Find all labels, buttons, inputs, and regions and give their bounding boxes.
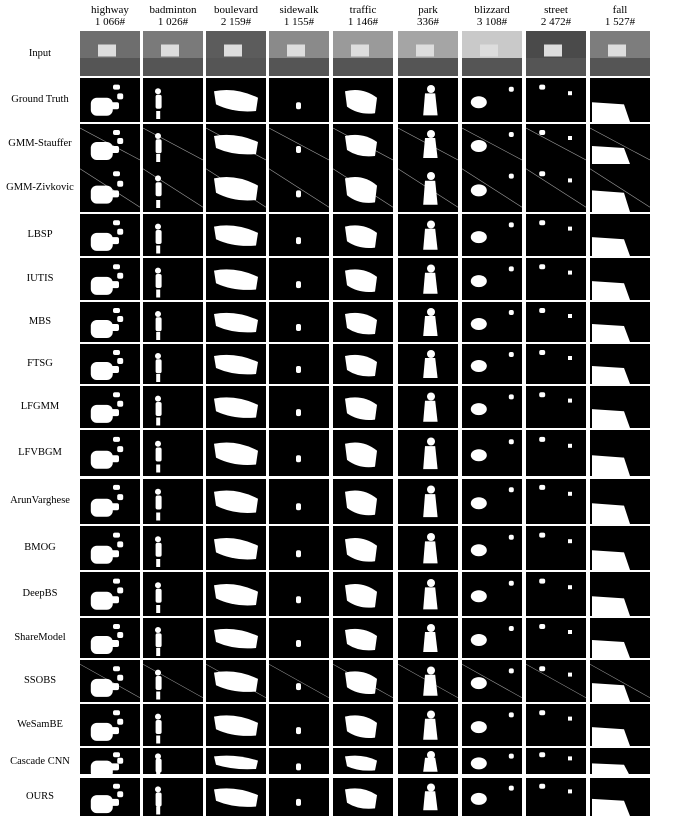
mask-image: [526, 526, 586, 570]
mask-image: [462, 478, 522, 524]
mask-image: [333, 778, 393, 816]
mask-image: [590, 386, 650, 428]
frame-number: 1 155#: [283, 16, 315, 28]
mask-image: [143, 302, 203, 342]
row-label: FTSG: [27, 358, 53, 369]
mask-image: [526, 704, 586, 746]
mask-image: [80, 748, 140, 776]
mask-image: [143, 778, 203, 816]
mask-image: [269, 164, 329, 212]
mask-image: [590, 526, 650, 570]
column-header-park: [398, 4, 458, 28]
mask-image: [206, 302, 266, 342]
input-frame-image: [526, 31, 586, 76]
mask-image: [206, 660, 266, 702]
mask-image: [462, 748, 522, 776]
mask-image: [80, 704, 140, 746]
mask-image: [590, 78, 650, 122]
mask-image: [526, 748, 586, 776]
mask-image: [80, 214, 140, 256]
mask-image: [269, 302, 329, 342]
column-name: fall: [612, 4, 628, 16]
column-header-street: [526, 4, 586, 28]
mask-image: [333, 618, 393, 658]
mask-image: [462, 302, 522, 342]
mask-image: [80, 430, 140, 476]
mask-image: [333, 164, 393, 212]
mask-image: [80, 124, 140, 164]
mask-image: [590, 660, 650, 702]
column-header-sidewalk: [269, 4, 329, 28]
mask-image: [206, 124, 266, 164]
mask-image: [590, 748, 650, 776]
mask-image: [269, 258, 329, 300]
mask-image: [206, 386, 266, 428]
mask-image: [80, 618, 140, 658]
column-name: boulevard: [214, 4, 258, 16]
mask-image: [398, 164, 458, 212]
mask-image: [526, 660, 586, 702]
mask-image: [590, 164, 650, 212]
mask-image: [333, 526, 393, 570]
mask-image: [590, 214, 650, 256]
mask-image: [333, 258, 393, 300]
mask-image: [590, 778, 650, 816]
mask-image: [526, 778, 586, 816]
mask-image: [269, 618, 329, 658]
mask-image: [333, 78, 393, 122]
mask-image: [143, 124, 203, 164]
mask-image: [269, 526, 329, 570]
frame-number: 336#: [417, 16, 439, 28]
mask-image: [80, 78, 140, 122]
mask-image: [590, 430, 650, 476]
mask-image: [526, 258, 586, 300]
mask-image: [462, 430, 522, 476]
mask-image: [526, 164, 586, 212]
mask-image: [333, 214, 393, 256]
mask-image: [80, 302, 140, 342]
mask-image: [269, 386, 329, 428]
mask-image: [333, 124, 393, 164]
row-label: LFVBGM: [18, 447, 62, 458]
mask-image: [269, 344, 329, 384]
mask-image: [143, 214, 203, 256]
column-name: badminton: [149, 4, 197, 16]
mask-image: [333, 660, 393, 702]
mask-image: [590, 344, 650, 384]
mask-image: [269, 124, 329, 164]
column-header-blizzard: [462, 4, 522, 28]
mask-image: [398, 124, 458, 164]
mask-image: [206, 78, 266, 122]
mask-image: [462, 572, 522, 616]
mask-image: [590, 478, 650, 524]
mask-image: [333, 748, 393, 776]
column-name: traffic: [349, 4, 377, 16]
mask-image: [526, 302, 586, 342]
mask-image: [462, 618, 522, 658]
mask-image: [269, 214, 329, 256]
mask-image: [80, 526, 140, 570]
mask-image: [462, 704, 522, 746]
mask-image: [269, 78, 329, 122]
mask-image: [462, 124, 522, 164]
mask-image: [398, 526, 458, 570]
mask-image: [206, 704, 266, 746]
mask-image: [206, 344, 266, 384]
mask-image: [398, 572, 458, 616]
mask-image: [462, 660, 522, 702]
column-name: park: [418, 4, 438, 16]
mask-image: [462, 164, 522, 212]
mask-image: [269, 704, 329, 746]
mask-image: [398, 748, 458, 776]
row-label: ShareModel: [14, 632, 66, 643]
mask-image: [206, 526, 266, 570]
mask-image: [526, 124, 586, 164]
column-name: highway: [91, 4, 129, 16]
mask-image: [333, 478, 393, 524]
mask-image: [269, 748, 329, 776]
mask-image: [80, 778, 140, 816]
mask-image: [526, 478, 586, 524]
mask-image: [143, 164, 203, 212]
mask-image: [333, 302, 393, 342]
mask-image: [143, 704, 203, 746]
column-header-traffic: [333, 4, 393, 28]
mask-image: [590, 618, 650, 658]
mask-image: [462, 344, 522, 384]
row-label: GMM-Stauffer: [8, 138, 72, 149]
mask-image: [206, 214, 266, 256]
column-header-boulevard: [206, 4, 266, 28]
mask-image: [398, 258, 458, 300]
mask-image: [269, 778, 329, 816]
mask-image: [143, 572, 203, 616]
mask-image: [526, 430, 586, 476]
frame-number: 1 066#: [94, 16, 126, 28]
mask-image: [143, 430, 203, 476]
mask-image: [143, 618, 203, 658]
mask-image: [80, 258, 140, 300]
row-label: MBS: [28, 316, 52, 327]
input-frame-image: [398, 31, 458, 76]
row-label: DeepBS: [22, 588, 58, 599]
frame-number: 3 108#: [476, 16, 508, 28]
mask-image: [462, 778, 522, 816]
row-label: ArunVarghese: [10, 495, 70, 506]
column-header-highway: [80, 4, 140, 28]
frame-number: 2 159#: [220, 16, 252, 28]
mask-image: [398, 386, 458, 428]
mask-image: [398, 618, 458, 658]
mask-image: [80, 572, 140, 616]
group-separator: [80, 774, 674, 777]
mask-image: [590, 704, 650, 746]
input-frame-image: [333, 31, 393, 76]
mask-image: [206, 778, 266, 816]
frame-number: 1 146#: [347, 16, 379, 28]
mask-image: [80, 344, 140, 384]
input-frame-image: [80, 31, 140, 76]
mask-image: [333, 386, 393, 428]
row-label: SSOBS: [23, 675, 57, 686]
input-frame-image: [269, 31, 329, 76]
mask-image: [398, 78, 458, 122]
row-label: LBSP: [27, 229, 53, 240]
mask-image: [398, 704, 458, 746]
mask-image: [206, 572, 266, 616]
mask-image: [143, 660, 203, 702]
mask-image: [462, 78, 522, 122]
mask-image: [462, 386, 522, 428]
mask-image: [206, 618, 266, 658]
mask-image: [590, 124, 650, 164]
mask-image: [590, 572, 650, 616]
mask-image: [526, 344, 586, 384]
frame-number: 1 527#: [604, 16, 636, 28]
mask-image: [143, 478, 203, 524]
mask-image: [269, 430, 329, 476]
mask-image: [80, 478, 140, 524]
column-header-badminton: [143, 4, 203, 28]
column-header-fall: [590, 4, 650, 28]
mask-image: [398, 660, 458, 702]
mask-image: [333, 430, 393, 476]
mask-image: [206, 164, 266, 212]
mask-image: [269, 572, 329, 616]
mask-image: [143, 748, 203, 776]
mask-image: [269, 660, 329, 702]
mask-image: [398, 430, 458, 476]
row-label: GMM-Zivkovic: [6, 182, 74, 193]
mask-image: [143, 526, 203, 570]
mask-image: [80, 660, 140, 702]
row-label: Ground Truth: [11, 94, 69, 105]
mask-image: [333, 704, 393, 746]
mask-image: [206, 430, 266, 476]
mask-image: [398, 478, 458, 524]
mask-image: [333, 572, 393, 616]
mask-image: [143, 386, 203, 428]
group-separator: [80, 476, 674, 479]
column-name: blizzard: [474, 4, 510, 16]
row-label: IUTIS: [26, 273, 54, 284]
mask-image: [206, 258, 266, 300]
mask-image: [526, 78, 586, 122]
column-name: sidewalk: [279, 4, 319, 16]
mask-image: [143, 258, 203, 300]
mask-image: [206, 748, 266, 776]
row-label: LFGMM: [20, 401, 60, 412]
mask-image: [590, 302, 650, 342]
mask-image: [398, 302, 458, 342]
row-label: Cascade CNN: [10, 756, 70, 767]
mask-image: [80, 164, 140, 212]
mask-image: [269, 478, 329, 524]
mask-image: [462, 214, 522, 256]
mask-image: [333, 344, 393, 384]
mask-image: [526, 618, 586, 658]
input-frame-image: [590, 31, 650, 76]
mask-image: [526, 386, 586, 428]
row-label: OURS: [25, 791, 54, 802]
input-frame-image: [206, 31, 266, 76]
column-name: street: [544, 4, 568, 16]
row-label: WeSamBE: [17, 719, 63, 730]
mask-image: [398, 214, 458, 256]
input-frame-image: [462, 31, 522, 76]
row-label: BMOG: [24, 542, 56, 553]
mask-image: [526, 572, 586, 616]
mask-image: [526, 214, 586, 256]
mask-image: [143, 344, 203, 384]
mask-image: [462, 526, 522, 570]
mask-image: [398, 344, 458, 384]
mask-image: [462, 258, 522, 300]
mask-image: [80, 386, 140, 428]
row-label: Input: [28, 47, 52, 59]
mask-image: [143, 78, 203, 122]
frame-number: 2 472#: [540, 16, 572, 28]
mask-image: [590, 258, 650, 300]
input-frame-image: [143, 31, 203, 76]
mask-image: [206, 478, 266, 524]
mask-image: [398, 778, 458, 816]
frame-number: 1 026#: [157, 16, 189, 28]
